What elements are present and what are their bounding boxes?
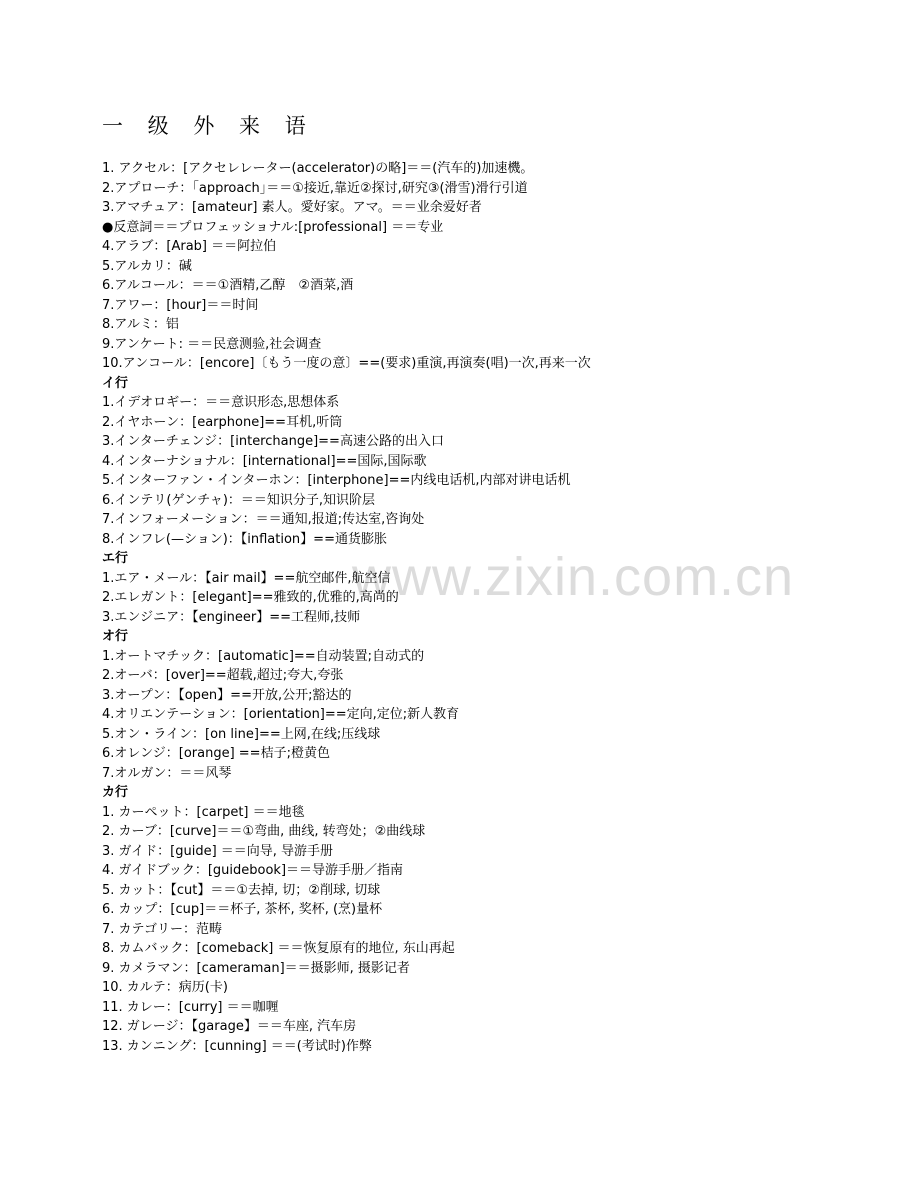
section-heading: イ行 xyxy=(102,375,129,391)
vocabulary-entry: 2.イヤホーン：[earphone]==耳机,听筒 xyxy=(102,414,343,430)
watermark: www.zixin.com.cn xyxy=(352,547,795,607)
vocabulary-entry: 6.インテリ(ゲンチャ)：＝＝知识分子,知识阶层 xyxy=(102,492,376,508)
vocabulary-entry: 3. ガイド：[guide] ＝＝向导, 导游手册 xyxy=(102,843,334,859)
vocabulary-entry: 4.オリエンテーション：[orientation]==定向,定位;新人教育 xyxy=(102,707,460,722)
vocabulary-entry: 8. カムバック：[comeback] ＝＝恢复原有的地位, 东山再起 xyxy=(102,941,455,956)
vocabulary-entry: 6. カップ：[cup]＝＝杯子, 茶杯, 奖杯, (烹)量杯 xyxy=(102,902,383,917)
vocabulary-entry: 8.インフレ(—ション)：【inflation】==通货膨胀 xyxy=(102,531,387,547)
vocabulary-entry: 9.アンケート: ＝＝民意测验,社会调查 xyxy=(102,336,322,352)
page-title: 一 级 外 来 语 xyxy=(102,114,315,138)
vocabulary-entry: 3.インターチェンジ：[interchange]==高速公路的出入口 xyxy=(102,434,444,449)
vocabulary-entry: 3.アマチュア：[amateur] 素人。愛好家。アマ。＝＝业余爱好者 xyxy=(102,200,482,215)
vocabulary-entry: 7.インフォーメーション：＝＝通知,报道;传达室,咨询处 xyxy=(102,512,425,527)
section-heading: エ行 xyxy=(102,551,129,566)
vocabulary-entry: 8.アルミ：铝 xyxy=(102,317,179,332)
vocabulary-entry: 12. ガレージ：【garage】＝＝车座, 汽车房 xyxy=(102,1019,357,1034)
vocabulary-entry: 2.アプローチ：｢approach｣＝＝①接近,靠近②探讨,研究③(滑雪)滑行引道 xyxy=(102,180,528,196)
vocabulary-entry: 10. カルテ：病历(卡) xyxy=(102,980,228,995)
vocabulary-entry: 5.オン・ライン：[on line]==上网,在线;压线球 xyxy=(102,726,381,742)
vocabulary-entry: 2.エレガント：[elegant]==雅致的,优雅的,高尚的 xyxy=(102,590,399,605)
vocabulary-entry: 6.オレンジ：[orange] ==桔子;橙黄色 xyxy=(102,746,330,761)
vocabulary-entry: 5. カット：【cut】＝＝①去掉, 切；②削球, 切球 xyxy=(102,882,381,898)
vocabulary-entry: 7.オルガン：＝＝风琴 xyxy=(102,765,232,781)
vocabulary-entry: 7. カテゴリー：范畴 xyxy=(102,921,223,937)
vocabulary-entry: 6.アルコール：＝＝①酒精,乙醇 ②酒菜,酒 xyxy=(102,278,354,293)
vocabulary-entry: 2.オーバ：[over]==超载,超过;夸大,夸张 xyxy=(102,668,344,683)
vocabulary-entry: 5.インターファン・インターホン：[interphone]==内线电话机,内部对讲电话机 xyxy=(102,473,571,488)
vocabulary-entry: 3.エンジニア：【engineer】==工程师,技师 xyxy=(102,609,361,625)
vocabulary-entry: ●反意詞＝＝プロフェッショナル:[professional] ＝＝专业 xyxy=(102,219,444,235)
vocabulary-entry: 4.アラブ：[Arab] ＝＝阿拉伯 xyxy=(102,239,277,254)
vocabulary-entry: 4.インターナショナル：[international]==国际,国际歌 xyxy=(102,453,427,469)
vocabulary-list xyxy=(102,159,882,1056)
vocabulary-entry: 3.オープン：【open】==开放,公开;豁达的 xyxy=(102,687,352,703)
vocabulary-entry: 7.アワー：[hour]＝＝时间 xyxy=(102,297,259,313)
vocabulary-entry: 2. カーブ：[curve]＝＝①弯曲, 曲线, 转弯处；②曲线球 xyxy=(102,824,426,839)
vocabulary-entry: 5.アルカリ：碱 xyxy=(102,258,192,274)
vocabulary-entry: 11. カレー：[curry] ＝＝咖喱 xyxy=(102,999,279,1015)
vocabulary-entry: 1. アクセル：[アクセレレーター(accelerator)の略]＝＝(汽车的)加速機。 xyxy=(102,161,534,176)
vocabulary-entry: 1.オートマチック：[automatic]==自动装置;自动式的 xyxy=(102,648,425,664)
vocabulary-entry: 1. カーペット：[carpet] ＝＝地毯 xyxy=(102,804,305,820)
vocabulary-entry: 13. カンニング：[cunning] ＝＝(考试时)作弊 xyxy=(102,1038,372,1054)
vocabulary-entry: 1.イデオロギー：＝＝意识形态,思想体系 xyxy=(102,395,340,410)
section-heading: カ行 xyxy=(102,785,129,800)
vocabulary-entry: 9. カメラマン：[cameraman]＝＝摄影师, 摄影记者 xyxy=(102,960,410,976)
vocabulary-entry: 4. ガイドブック：[guidebook]＝＝导游手册／指南 xyxy=(102,863,404,878)
section-heading: オ行 xyxy=(102,629,129,644)
vocabulary-entry: 1.エア・メール：【air mail】==航空邮件,航空信 xyxy=(102,570,391,586)
vocabulary-entry: 10.アンコール：[encore]〔もう一度の意〕==(要求)重演,再演奏(唱)一次,再来一次 xyxy=(102,356,591,371)
